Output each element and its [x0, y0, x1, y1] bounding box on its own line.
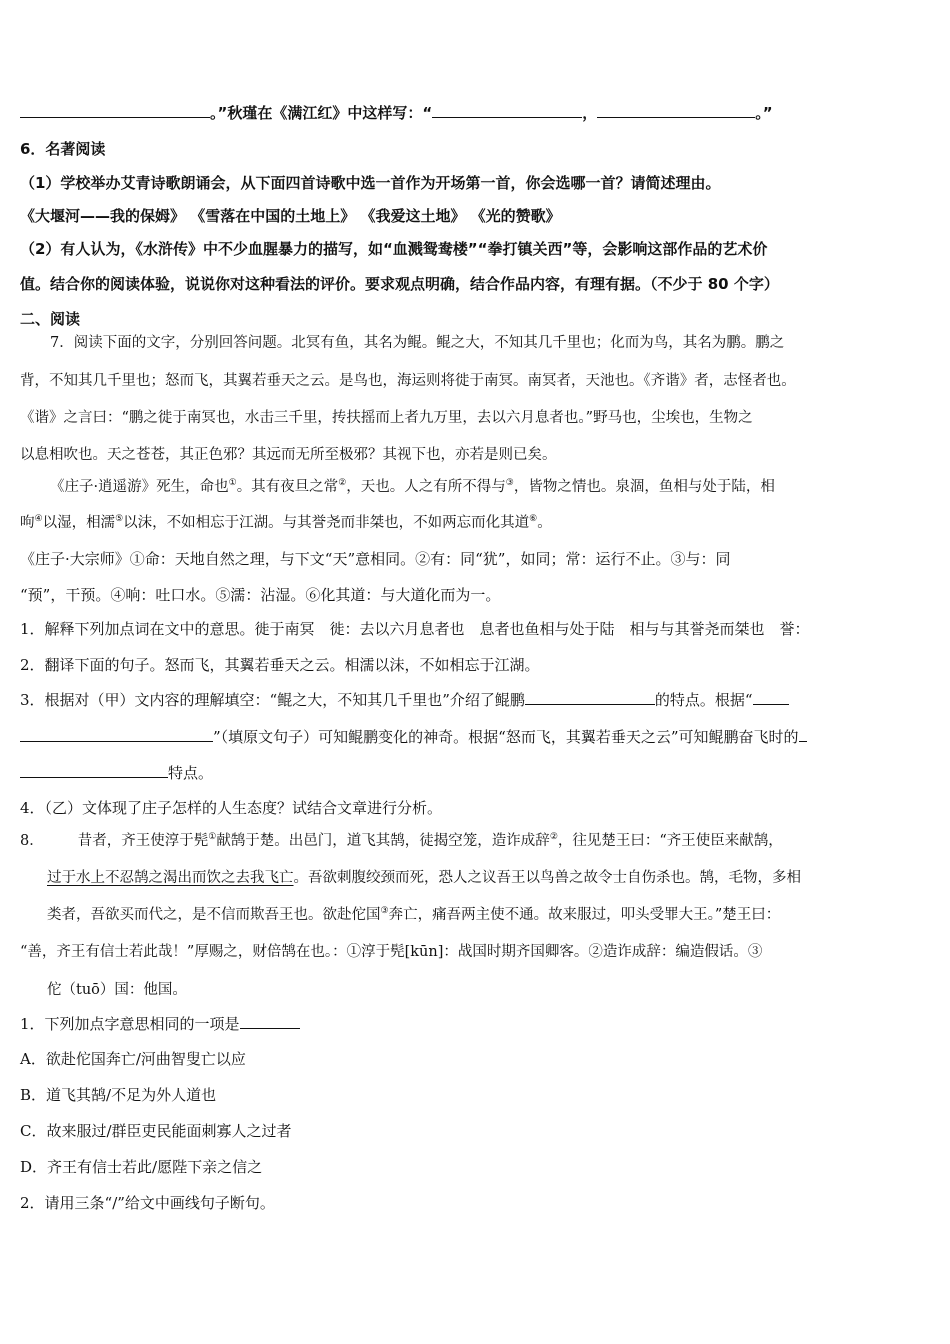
q6-heading: 6．名著阅读 — [20, 140, 106, 158]
q6-part2-line1: （2）有人认为，《水浒传》中不少血腥暴力的描写，如“血溅鸳鸯楼”“拳打镇关西”等，会影响这部作品的艺术价 — [20, 240, 768, 258]
answer-blank[interactable] — [799, 727, 807, 742]
q8-sub1: 1．下列加点字意思相同的一项是 — [20, 1014, 300, 1034]
q7-passage-line: 《谐》之言曰：“鹏之徙于南冥也，水击三千里，抟扶摇而上者九万里，去以六月息者也。”野马也，尘埃也，生物之 — [20, 410, 753, 426]
q6-part2-line2: 值。结合你的阅读体验，说说你对这种看法的评价。要求观点明确，结合作品内容，有理有据。（不少于 80 个字） — [20, 275, 779, 293]
q7-notes-line: “预”，干预。④响：吐口水。⑤濡：沾湿。⑥化其道：与大道化而为一。 — [20, 586, 501, 604]
q6-part1: （1）学校举办艾青诗歌朗诵会，从下面四首诗歌中选一首作为开场第一首，你会选哪一首？请简述理由。 — [20, 174, 721, 192]
q7-passage-line: 背，不知其几千里也；怒而飞，其翼若垂天之云。是鸟也，海运则将徙于南冥。南冥者，天池也。《齐谐》者，志怪者也。 — [20, 373, 796, 389]
q7-sub2: 2．翻译下面的句子。怒而飞，其翼若垂天之云。相濡以沫，不如相忘于江湖。 — [20, 656, 540, 674]
q8-passage-line: 过于水上不忍鹄之渴出而饮之去我飞亡。吾欲刺腹绞颈而死，恐人之议吾王以鸟兽之故令士自伤杀也。鹄，毛物，多相 — [47, 870, 801, 886]
q7-sub4: 4．（乙）文体现了庄子怎样的人生态度？试结合文章进行分析。 — [20, 799, 443, 817]
q7-passage-b-line: 呴④以湿，相濡⑤以沫，不如相忘于江湖。与其誉尧而非桀也，不如两忘而化其道⑥。 — [20, 514, 552, 531]
answer-blank[interactable] — [753, 690, 789, 705]
q7-notes-line: 《庄子·大宗师》①命：天地自然之理，与下文“天”意相同。②有：同“犹”，如同；常：运行不止。③与：同 — [20, 550, 731, 568]
answer-blank[interactable] — [20, 763, 168, 778]
underlined-sentence: 过于水上不忍鹄之渴出而饮之去我飞亡 — [47, 870, 294, 886]
q6-poem-list: 《大堰河——我的保姆》 《雪落在中国的土地上》 《我爱这土地》 《光的赞歌》 — [20, 207, 561, 225]
q8-option-b[interactable]: B．道飞其鹄/不足为外人道也 — [20, 1086, 217, 1104]
answer-blank[interactable] — [525, 690, 655, 705]
q8-passage-line: 8． 昔者，齐王使淳于髡①献鹄于楚。出邑门，道飞其鹄，徒揭空笼，造诈成辞②，往见楚王曰：“齐王使臣来献鹄， — [20, 832, 783, 849]
q7-sub3-line2: ”（填原文句子）可知鲲鹏变化的神奇。根据“怒而飞，其翼若垂天之云”可知鲲鹏奋飞时的 — [20, 727, 807, 747]
q8-passage-line: “善，齐王有信士若此哉！”厚赐之，财倍鹄在也。：①淳于髡[kūn]：战国时期齐国卿客。②造诈成辞：编造假话。③ — [20, 944, 763, 960]
q7-sub1: 1．解释下列加点词在文中的意思。徙于南冥 徙：去以六月息者也 息者也鱼相与处于陆 相与与其誉尧而桀也 誉： — [20, 620, 810, 638]
q7-sub3-line3: 特点。 — [20, 763, 213, 783]
section-reading-heading: 二、阅读 — [20, 310, 81, 328]
answer-blank[interactable] — [20, 103, 210, 118]
q8-option-d[interactable]: D．齐王有信士若此/愿陛下亲之信之 — [20, 1158, 263, 1176]
answer-blank[interactable] — [597, 103, 755, 118]
q8-sub2: 2．请用三条“/”给文中画线句子断句。 — [20, 1194, 275, 1212]
q8-passage-line: 佗（tuō）国：他国。 — [47, 982, 187, 998]
answer-blank[interactable] — [240, 1014, 300, 1029]
q7-sub3-line1: 3．根据对（甲）文内容的理解填空：“鲲之大，不知其几千里也”介绍了鲲鹏 的特点。根据“ — [20, 690, 789, 710]
q7-passage-line: 7．阅读下面的文字，分别回答问题。北冥有鱼，其名为鲲。鲲之大，不知其几千里也；化而为鸟，其名为鹏。鹏之 — [50, 335, 785, 351]
q8-passage-line: 类者，吾欲买而代之，是不信而欺吾王也。欲赴佗国③奔亡，痛吾两主使不通。故来服过，叩头受罪大王。”楚王曰： — [47, 906, 781, 923]
answer-blank[interactable] — [20, 727, 213, 742]
q7-passage-b-line: 《庄子·逍遥游》死生，命也①。其有夜旦之常②，天也。人之有所不得与③，皆物之情也。泉涸，鱼相与处于陆，相 — [50, 478, 775, 495]
q5-fill-line: 。”秋瑾在《满江红》中这样写：“ ， 。” — [20, 103, 773, 123]
q8-option-a[interactable]: A．欲赴佗国奔亡/河曲智叟亡以应 — [20, 1050, 246, 1068]
q7-passage-line: 以息相吹也。天之苍苍，其正色邪？其远而无所至极邪？其视下也，亦若是则已矣。 — [20, 447, 557, 463]
answer-blank[interactable] — [432, 103, 582, 118]
q8-option-c[interactable]: C．故来服过/群臣吏民能面刺寡人之过者 — [20, 1122, 292, 1140]
